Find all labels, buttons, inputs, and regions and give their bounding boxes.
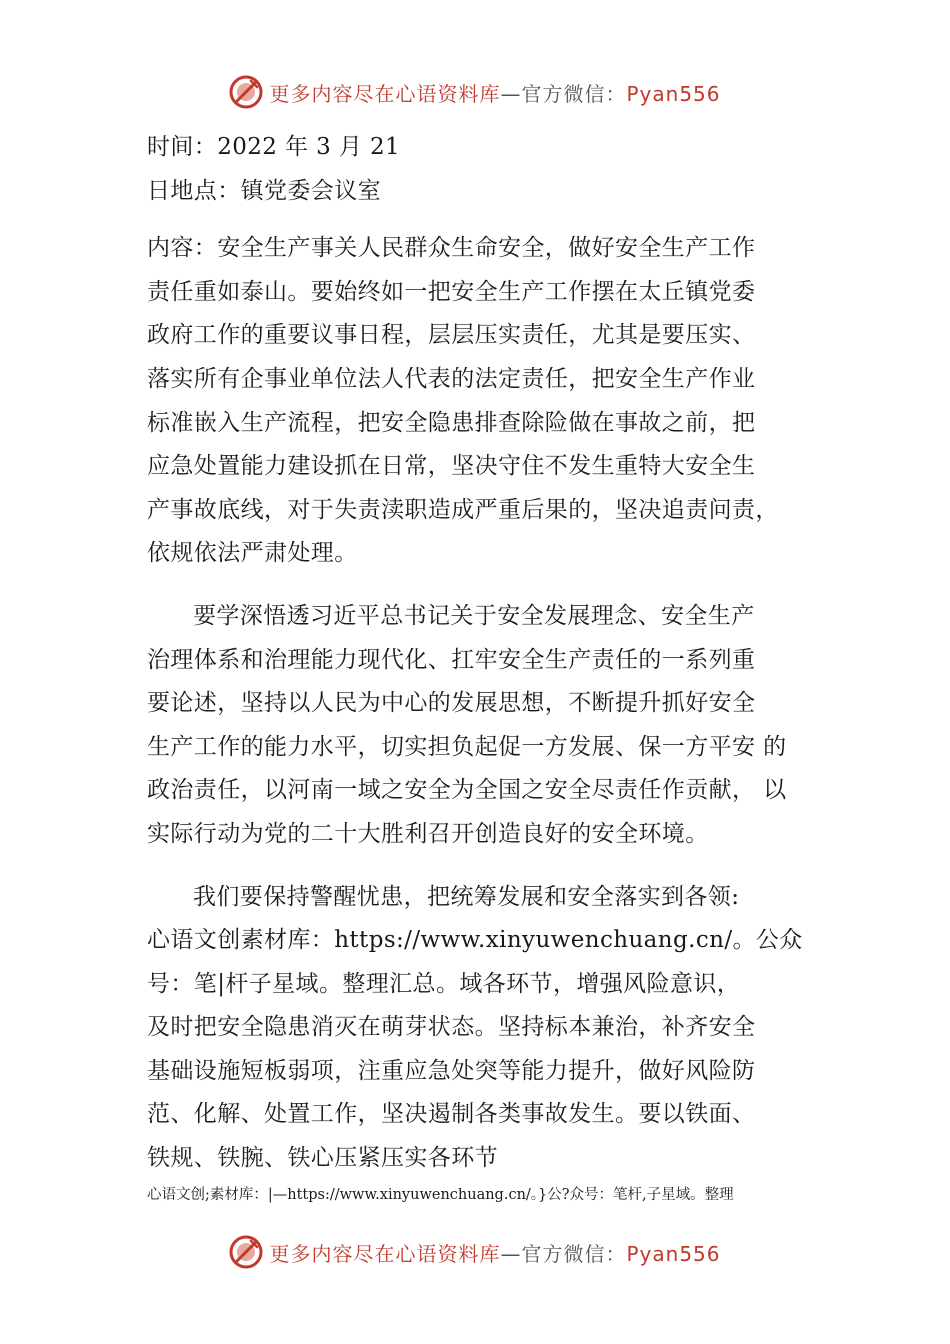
paragraph-line: 范、化解、处置工作，坚决遏制各类事故发生。要以铁面、 <box>147 1101 756 1128</box>
banner-main: 更多内容尽在心语资料库 <box>269 1241 501 1266</box>
paragraph-line: 产事故底线，对于失责渎职造成严重后果的，坚决追责问责， <box>147 496 779 523</box>
paragraph-line: 落实所有企事业单位法人代表的法定责任，把安全生产作业 <box>147 365 756 392</box>
paragraph-line: 应急处置能力建设抓在日常，坚决守住不发生重特大安全生 <box>147 453 756 480</box>
paragraph-line: 号：笔|杆子星域。整理汇总。域各环节，增强风险意识， <box>147 970 741 997</box>
meta-location: 日地点：镇党委会议室 <box>147 177 381 204</box>
paragraph-line: 生产工作的能力水平，切实担负起促一方发展、保一方平安 的 <box>147 733 787 760</box>
paragraph-line: 心语文创素材库：https://www.xinyuwenchuang.cn/。公众 <box>147 927 803 954</box>
banner-text <box>269 78 720 107</box>
paragraph-line: 基础设施短板弱项，注重应急处突等能力提升，做好风险防 <box>147 1057 756 1084</box>
footer-note: 心语文创;素材库：|—https://www.xinyuwenchuang.cn/。}公?众号：笔杆,子星域。整理 <box>147 1187 734 1203</box>
paragraph-line: 政府工作的重要议事日程，层层压实责任，尤其是要压实、 <box>147 322 756 349</box>
banner-dash: — <box>500 81 522 106</box>
document-body <box>147 126 837 1181</box>
paragraph-line: 要论述，坚持以人民为中心的发展思想，不断提升抓好安全 <box>147 690 756 717</box>
paragraph-line: 治理体系和治理能力现代化、扛牢安全生产责任的一系列重 <box>147 646 756 673</box>
paragraph-line: 要学深悟透习近平总书记关于安全发展理念、安全生产 <box>193 602 755 629</box>
banner-wechat-label: 官方微信： <box>521 81 627 106</box>
paragraph-line: 铁规、铁腕、铁心压紧压实各环节 <box>147 1145 498 1172</box>
paragraph-line: 依规依法严肃处理。 <box>147 540 358 567</box>
header-banner <box>0 72 950 112</box>
logo-icon <box>229 1235 263 1269</box>
paragraph-line: 责任重如泰山。要始终如一把安全生产工作摆在太丘镇党委 <box>147 278 756 305</box>
logo-icon <box>229 75 263 109</box>
paragraph-line: 内容：安全生产事关人民群众生命安全，做好安全生产工作 <box>147 235 756 262</box>
paragraph-line: 我们要保持警醒忧患，把统筹发展和安全落实到各领: <box>193 883 740 910</box>
banner-text <box>269 1238 720 1267</box>
paragraph-line: 标准嵌入生产流程，把安全隐患排查除险做在事故之前，把 <box>147 409 756 436</box>
paragraph-line: 实际行动为党的二十大胜利召开创造良好的安全环境。 <box>147 820 709 847</box>
footer-banner <box>0 1232 950 1272</box>
banner-wechat-label: 官方微信： <box>521 1241 627 1266</box>
paragraph-line: 政治责任，以河南一域之安全为全国之安全尽责任作贡献， 以 <box>147 777 787 804</box>
banner-wechat-id: Pyan556 <box>626 81 721 106</box>
banner-wechat-id: Pyan556 <box>626 1241 721 1266</box>
paragraph-line: 及时把安全隐患消灭在萌芽状态。坚持标本兼治，补齐安全 <box>147 1014 756 1041</box>
meta-time: 时间：2022 年 3 月 21 <box>147 134 401 160</box>
banner-main: 更多内容尽在心语资料库 <box>269 81 501 106</box>
banner-dash: — <box>500 1241 522 1266</box>
